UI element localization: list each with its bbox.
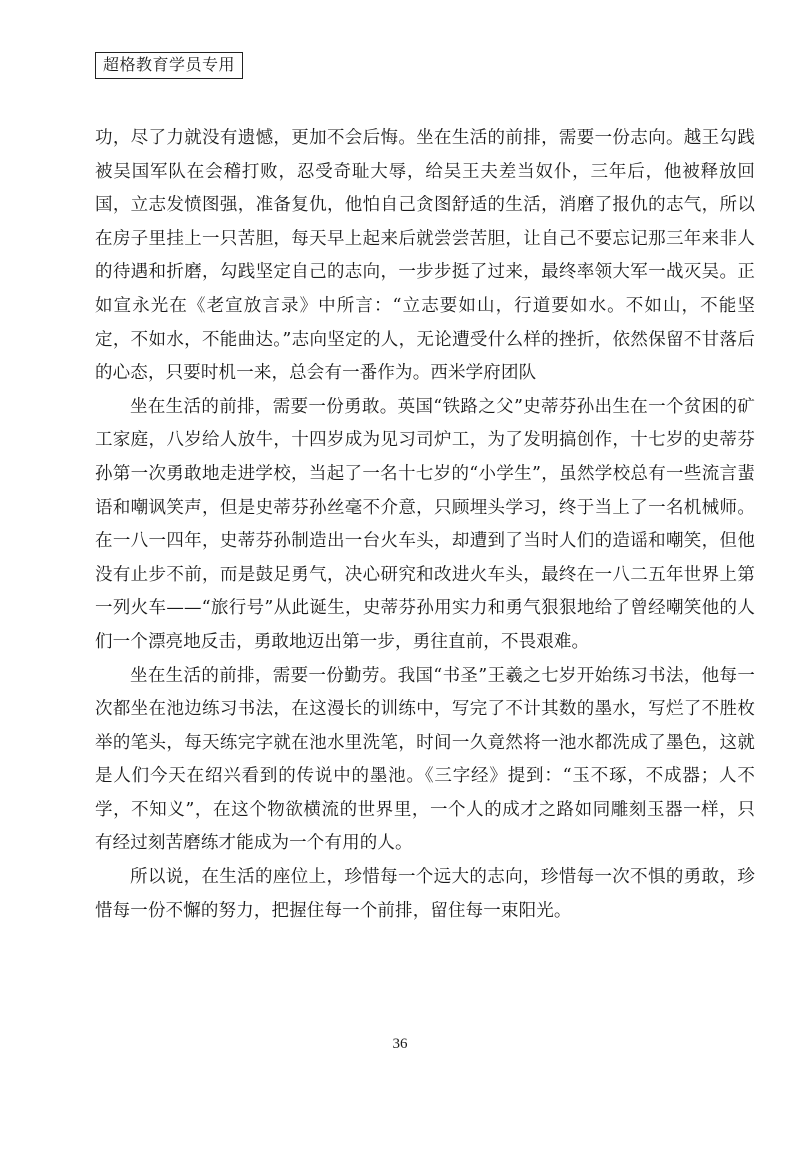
- paragraph-diligence: 坐在生活的前排，需要一份勤劳。我国“书圣”王羲之七岁开始练习书法，他每一次都坐在池边练习书法，在这漫长的训练中，写完了不计其数的墨水，写烂了不胜枚举的笔头，每天练完字就在池水里洗笔，时间一久竟然将一池水都洗成了墨色，这就是人们今天在绍兴看到的传说中的墨池。《三字经》提到：“玉不琢，不成器；人不学，不知义”，在这个物欲横流的世界里，一个人的成才之路如同雕刻玉器一样，只有经过刻苦磨练才能成为一个有用的人。: [95, 665, 755, 854]
- page-number: 36: [392, 1036, 408, 1052]
- paragraph-courage: 坐在生活的前排，需要一份勇敢。英国“铁路之父”史蒂芬孙出生在一个贫困的矿工家庭，八岁给人放牛，十四岁成为见习司炉工，为了发明搞创作，十七岁的史蒂芬孙第一次勇敢地走进学校，当起了一名十七岁的“小学生”，虽然学校总有一些流言蜚语和嘲讽笑声，但是史蒂芬孙丝毫不介意，只顾埋头学习，终于当上了一名机械师。在一八一四年，史蒂芬孙制造出一台火车头，却遭到了当时人们的造谣和嘲笑，但他没有止步不前，而是鼓足勇气，决心研究和改进火车头，最终在一八二五年世界上第一列火车——“旅行号”从此诞生，史蒂芬孙用实力和勇气狠狠地给了曾经嘲笑他的人们一个漂亮地反击，勇敢地迈出第一步，勇往直前，不畏艰难。: [95, 396, 755, 652]
- paragraph-conclusion: 所以说，在生活的座位上，珍惜每一个远大的志向，珍惜每一次不惧的勇敢，珍惜每一份不懈的努力，把握住每一个前排，留住每一束阳光。: [95, 867, 755, 921]
- header-label: 超格教育学员专用: [95, 52, 243, 79]
- article-body: [95, 122, 755, 928]
- paragraph-aspiration: 功，尽了力就没有遗憾，更加不会后悔。坐在生活的前排，需要一份志向。越王勾践被吴国军队在会稽打败，忍受奇耻大辱，给吴王夫差当奴仆，三年后，他被释放回国，立志发愤图强，准备复仇，他怕自己贪图舒适的生活，消磨了报仇的志气，所以在房子里挂上一只苦胆，每天早上起来后就尝尝苦胆，让自己不要忘记那三年来非人的待遇和折磨，勾践坚定自己的志向，一步步挺了过来，最终率领大军一战灭吴。正如宣永光在《老宣放言录》中所言：“立志要如山，行道要如水。不如山，不能坚定，不如水，不能曲达。”志向坚定的人，无论遭受什么样的挫折，依然保留不甘落后的心态，只要时机一来，总会有一番作为。西米学府团队: [95, 128, 755, 384]
